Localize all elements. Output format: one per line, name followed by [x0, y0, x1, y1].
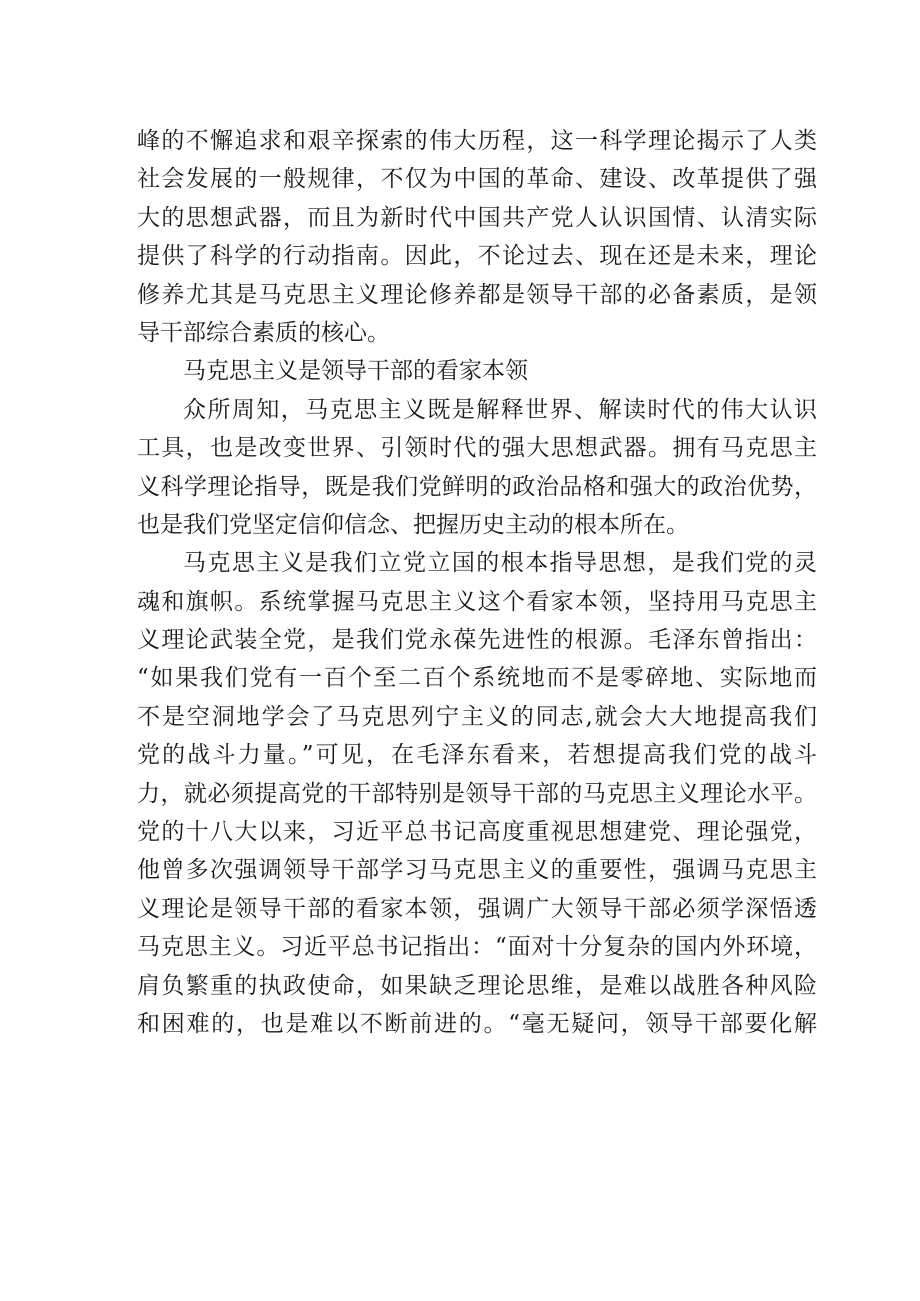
text-line: 力，就必须提高党的干部特别是领导干部的马克思主义理论水平。 [137, 780, 817, 807]
text-line: 他曾多次强调领导干部学习马克思主义的重要性，强调马克思主 [137, 857, 817, 884]
text-line: 众所周知，马克思主义既是解释世界、解读时代的伟大认识 [183, 396, 817, 423]
section-heading: 马克思主义是领导干部的看家本领 [183, 358, 528, 385]
text-line: 党的战斗力量。”可见，在毛泽东看来，若想提高我们党的战斗 [137, 742, 817, 769]
text-line: 修养尤其是马克思主义理论修养都是领导干部的必备素质，是领 [137, 281, 817, 308]
text-line: 义科学理论指导，既是我们党鲜明的政治品格和强大的政治优势， [137, 473, 817, 500]
text-line: “如果我们党有一百个至二百个系统地而不是零碎地、实际地而 [137, 665, 817, 692]
text-line: 和困难的，也是难以不断前进的。“毫无疑问，领导干部要化解 [137, 1010, 817, 1037]
body-text [137, 122, 817, 1043]
text-line: 峰的不懈追求和艰辛探索的伟大历程，这一科学理论揭示了人类 [137, 128, 817, 154]
text-line: 不是空洞地学会了马克思列宁主义的同志,就会大大地提高我们 [137, 703, 817, 730]
text-line: 义理论是领导干部的看家本领，强调广大领导干部必须学深悟透 [137, 895, 817, 922]
text-line: 也是我们党坚定信仰信念、把握历史主动的根本所在。 [137, 511, 689, 538]
text-line: 义理论武装全党，是我们党永葆先进性的根源。毛泽东曾指出： [137, 627, 817, 654]
text-line: 导干部综合素质的核心。 [137, 319, 390, 346]
text-line: 马克思主义。习近平总书记指出：“面对十分复杂的国内外环境， [137, 934, 817, 961]
text-line: 提供了科学的行动指南。因此，不论过去、现在还是未来，理论 [137, 243, 817, 270]
text-line: 魂和旗帜。系统掌握马克思主义这个看家本领，坚持用马克思主 [137, 588, 817, 615]
text-line: 肩负繁重的执政使命，如果缺乏理论思维，是难以战胜各种风险 [137, 972, 817, 999]
text-line: 马克思主义是我们立党立国的根本指导思想，是我们党的灵 [183, 550, 817, 577]
text-line: 工具，也是改变世界、引领时代的强大思想武器。拥有马克思主 [137, 435, 817, 462]
text-line: 党的十八大以来，习近平总书记高度重视思想建党、理论强党， [137, 819, 817, 846]
text-line: 大的思想武器，而且为新时代中国共产党人认识国情、认清实际 [137, 204, 817, 231]
text-line: 社会发展的一般规律，不仅为中国的革命、建设、改革提供了强 [137, 166, 817, 193]
